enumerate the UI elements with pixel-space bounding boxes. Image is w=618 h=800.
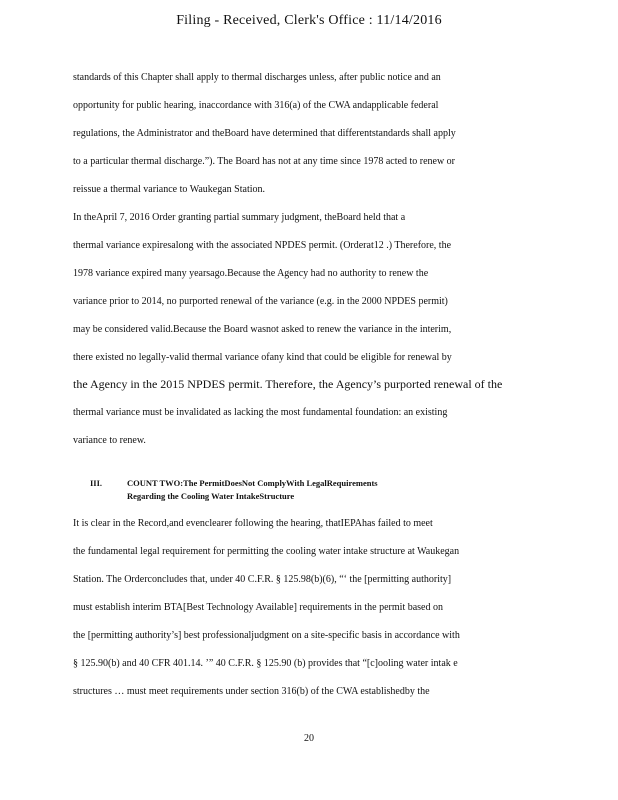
- text-line: to a particular thermal discharge.”). The Board has not at any time since 1978 acted to renew or: [73, 156, 455, 167]
- page-number: 20: [304, 733, 314, 744]
- section-heading-line: Regarding the Cooling Water IntakeStructure: [127, 491, 295, 501]
- text-line: reissue a thermal variance to Waukegan Station.: [73, 184, 265, 195]
- text-line: § 125.90(b) and 40 CFR 401.14. ’” 40 C.F.R. § 125.90 (b) provides that “[c]ooling water intak e: [73, 658, 458, 669]
- text-line: must establish interim BTA[Best Technology Available] requirements in the permit based on: [73, 602, 443, 613]
- text-line: 1978 variance expired many yearsago.Because the Agency had no authority to renew the: [73, 268, 429, 279]
- section-number: III.: [90, 478, 103, 488]
- text-line: variance to renew.: [73, 435, 146, 446]
- section-heading-line: COUNT TWO:The PermitDoesNot ComplyWith LegalRequirements: [127, 478, 378, 488]
- text-line: Station. The Orderconcludes that, under 40 C.F.R. § 125.98(b)(6), “‘ the [permitting authority]: [73, 574, 452, 585]
- text-line: may be considered valid.Because the Board wasnot asked to renew the variance in the interim,: [73, 324, 452, 335]
- text-line: In theApril 7, 2016 Order granting partial summary judgment, theBoard held that a: [73, 212, 406, 223]
- text-line: there existed no legally-valid thermal variance ofany kind that could be eligible for renewal by: [73, 352, 452, 363]
- text-line: structures … must meet requirements under section 316(b) of the CWA establishedby the: [73, 686, 430, 697]
- text-line: It is clear in the Record,and evenclearer following the hearing, thatIEPAhas failed to meet: [73, 518, 433, 529]
- text-line: regulations, the Administrator and theBoard have determined that differentstandards shall apply: [73, 128, 456, 139]
- text-line: thermal variance expiresalong with the associated NPDES permit. (Orderat12 .) Therefore, the: [73, 240, 452, 251]
- filing-stamp: Filing - Received, Clerk's Office : 11/14/2016: [176, 13, 442, 28]
- text-line: variance prior to 2014, no purported renewal of the variance (e.g. in the 2000 NPDES permit): [73, 296, 448, 307]
- text-line: thermal variance must be invalidated as lacking the most fundamental foundation: an existing: [73, 407, 448, 418]
- text-line: the fundamental legal requirement for permitting the cooling water intake structure at Waukegan: [73, 546, 460, 557]
- text-line: standards of this Chapter shall apply to thermal discharges unless, after public notice and an: [73, 72, 441, 83]
- text-line: the Agency in the 2015 NPDES permit. Therefore, the Agency’s purported renewal of the: [73, 377, 503, 391]
- text-line: the [permitting authority’s] best professionaljudgment on a site-specific basis in accordance with: [73, 630, 460, 641]
- text-line: opportunity for public hearing, inaccordance with 316(a) of the CWA andapplicable federal: [73, 100, 439, 111]
